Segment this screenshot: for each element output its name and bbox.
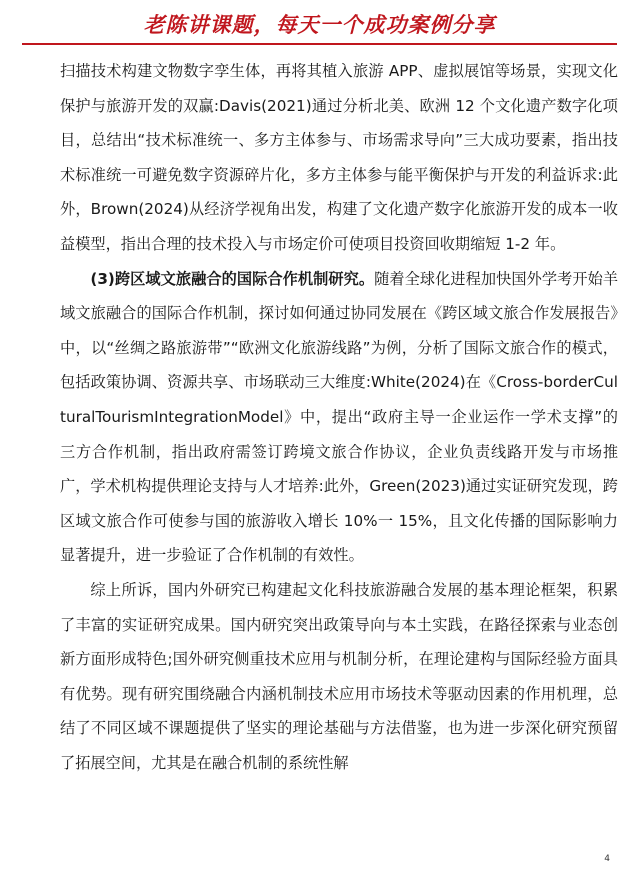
document-body [60, 54, 618, 780]
page-number: 4 [604, 854, 610, 864]
paragraph-text: 随着全球化进程加快国外学考开始羊域文旅融合的国际合作机制，探讨如何通过协同发展在《跨区域文旅合作发展报告》中，以“丝绸之路旅游带”“欧洲文化旅游线路”为例，分析了国际文旅合作的模式，包括政策协调、资源共享、市场联动三大维度:White(2024)在《Cross-borderCulturalTourismIntegrationModel》中，提出“政府主导一企业运作一学术支撑”的三方合作机制，指出政府需签订跨境文旅合作协议，企业负责线路开发与市场推广，学术机构提供理论支持与人才培养:此外，Green(2023)通过实证研究发现，跨区域文旅合作可使参与国的旅游收入增长 10%一 15%，且文化传播的国际影响力显著提升，进一步验证了合作机制的有效性。 [60, 269, 619, 565]
paragraph-continuation [60, 54, 618, 262]
paragraph-text: 综上所诉，国内外研究已构建起文化科技旅游融合发展的基本理论框架，积累了丰富的实证研究成果。国内研究突出政策导向与本土实践，在路径探索与业态创新方面形成特色;国外研究侧重技术应用与机制分析，在理论建构与国际经验方面具有优势。现有研究围绕融合内涵机制技术应用市场技术等驱动因素的作用机理，总结了不同区域不课题提供了坚实的理论基础与方法借鉴，也为进一步深化研究预留了拓展空间，尤其是在融合机制的系统性解 [60, 580, 618, 772]
header-divider [22, 43, 617, 45]
paragraph-lead-heading: (3)跨区域文旅融合的国际合作机制研究。 [90, 269, 375, 288]
paragraph-text: 扫描技术构建文物数字孪生体，再将其植入旅游 APP、虚拟展馆等场景，实现文化保护与旅游开发的双赢:Davis(2021)通过分析北美、欧洲 12 个文化遗产数字化项目，总结出“技术标准统一、多方主体参与、市场需求导向”三大成功要素，指出技术标准统一可避免数字资源碎片化，多方主体参与能平衡保护与开发的利益诉求:此外，Brown(2024)从经济学视角出发，构建了文化遗产数字化旅游开发的成本一收益模型，指出合理的技术投入与市场定价可使项目投资回收期缩短 1-2 年。 [60, 62, 618, 253]
page-header [0, 0, 639, 44]
paragraph-international-cooperation [60, 262, 618, 573]
paragraph-summary [60, 573, 618, 781]
header-title: 老陈讲课题，每天一个成功案例分享 [143, 12, 496, 37]
